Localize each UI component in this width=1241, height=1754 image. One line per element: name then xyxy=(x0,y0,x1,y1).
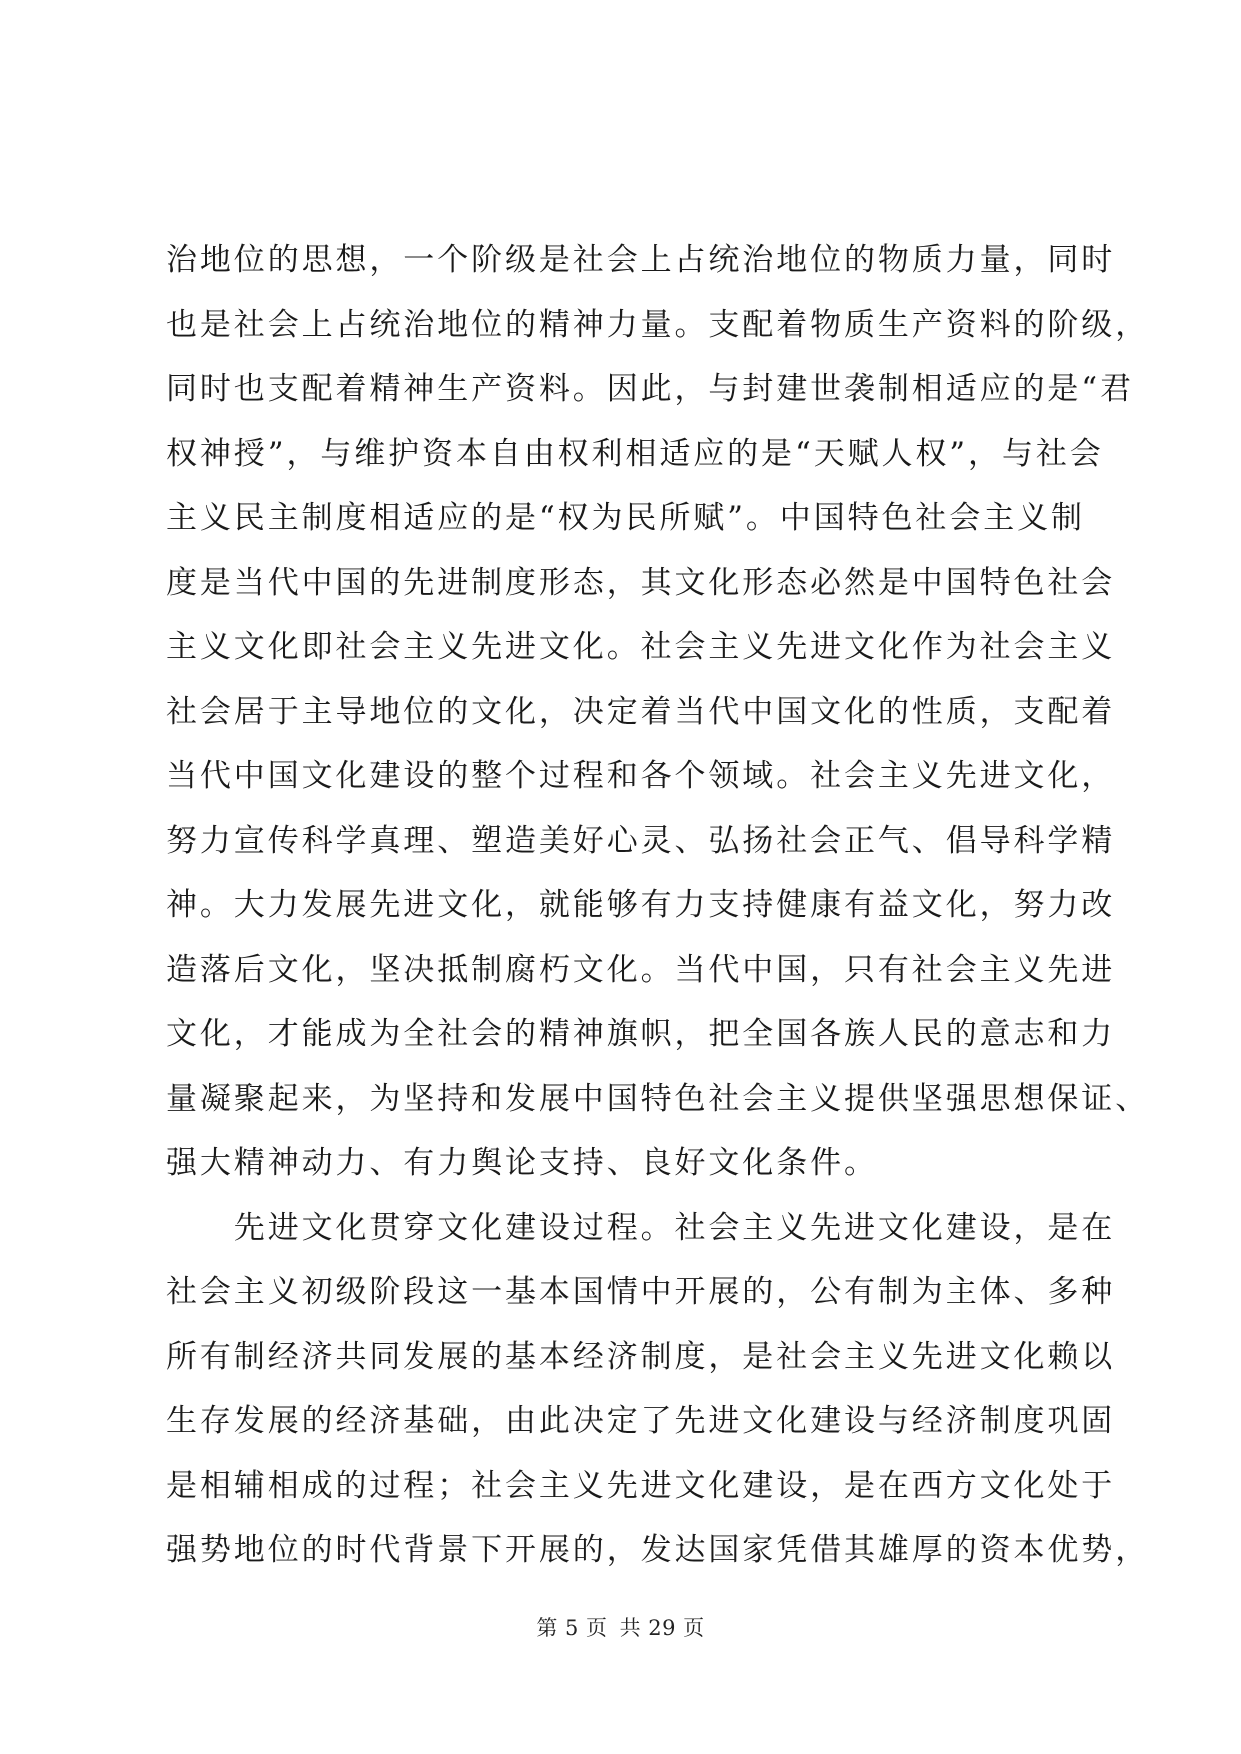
text-line: 量凝聚起来，为坚持和发展中国特色社会主义提供坚强思想保证、 xyxy=(166,1080,1150,1117)
text-line: 造落后文化，坚决抵制腐朽文化。当代中国，只有社会主义先进 xyxy=(166,951,1116,988)
text-line: 社会主义初级阶段这一基本国情中开展的，公有制为主体、多种 xyxy=(166,1274,1116,1310)
text-line: 也是社会上占统治地位的精神力量。支配着物质生产资料的阶级， xyxy=(166,306,1150,343)
text-line: 是相辅相成的过程；社会主义先进文化建设，是在西方文化处于 xyxy=(166,1467,1116,1504)
text-line: 治地位的思想，一个阶级是社会上占统治地位的物质力量，同时 xyxy=(166,242,1116,278)
total-pages: 共 29 页 xyxy=(619,1616,705,1640)
text-line: 强势地位的时代背景下开展的，发达国家凭借其雄厚的资本优势， xyxy=(166,1532,1150,1568)
text-line: 社会居于主导地位的文化，决定着当代中国文化的性质，支配着 xyxy=(166,693,1116,730)
text-line: 生存发展的经济基础，由此决定了先进文化建设与经济制度巩固 xyxy=(166,1403,1116,1439)
body-text xyxy=(166,228,1150,1583)
text-line: 主义文化即社会主义先进文化。社会主义先进文化作为社会主义 xyxy=(166,629,1116,665)
page-footer xyxy=(0,1612,1241,1642)
text-line: 同时也支配着精神生产资料。因此，与封建世袭制相适应的是“君 xyxy=(166,371,1134,407)
text-line: 神。大力发展先进文化，就能够有力支持健康有益文化，努力改 xyxy=(166,887,1116,923)
text-line: 当代中国文化建设的整个过程和各个领域。社会主义先进文化， xyxy=(166,758,1116,794)
text-line: 主义民主制度相适应的是“权为民所赋”。中国特色社会主义制 xyxy=(166,500,1085,536)
text-line: 强大精神动力、有力舆论支持、良好文化条件。 xyxy=(166,1145,878,1181)
text-line: 权神授”，与维护资本自由权利相适应的是“天赋人权”，与社会 xyxy=(166,435,1104,472)
text-line: 度是当代中国的先进制度形态，其文化形态必然是中国特色社会 xyxy=(166,564,1116,601)
page-number: 第 5 页 xyxy=(536,1616,608,1640)
text-line: 先进文化贯穿文化建设过程。社会主义先进文化建设，是在 xyxy=(166,1209,1116,1246)
text-line: 文化，才能成为全社会的精神旗帜，把全国各族人民的意志和力 xyxy=(166,1016,1116,1052)
text-line: 所有制经济共同发展的基本经济制度，是社会主义先进文化赖以 xyxy=(166,1338,1116,1375)
text-line: 努力宣传科学真理、塑造美好心灵、弘扬社会正气、倡导科学精 xyxy=(166,822,1116,859)
